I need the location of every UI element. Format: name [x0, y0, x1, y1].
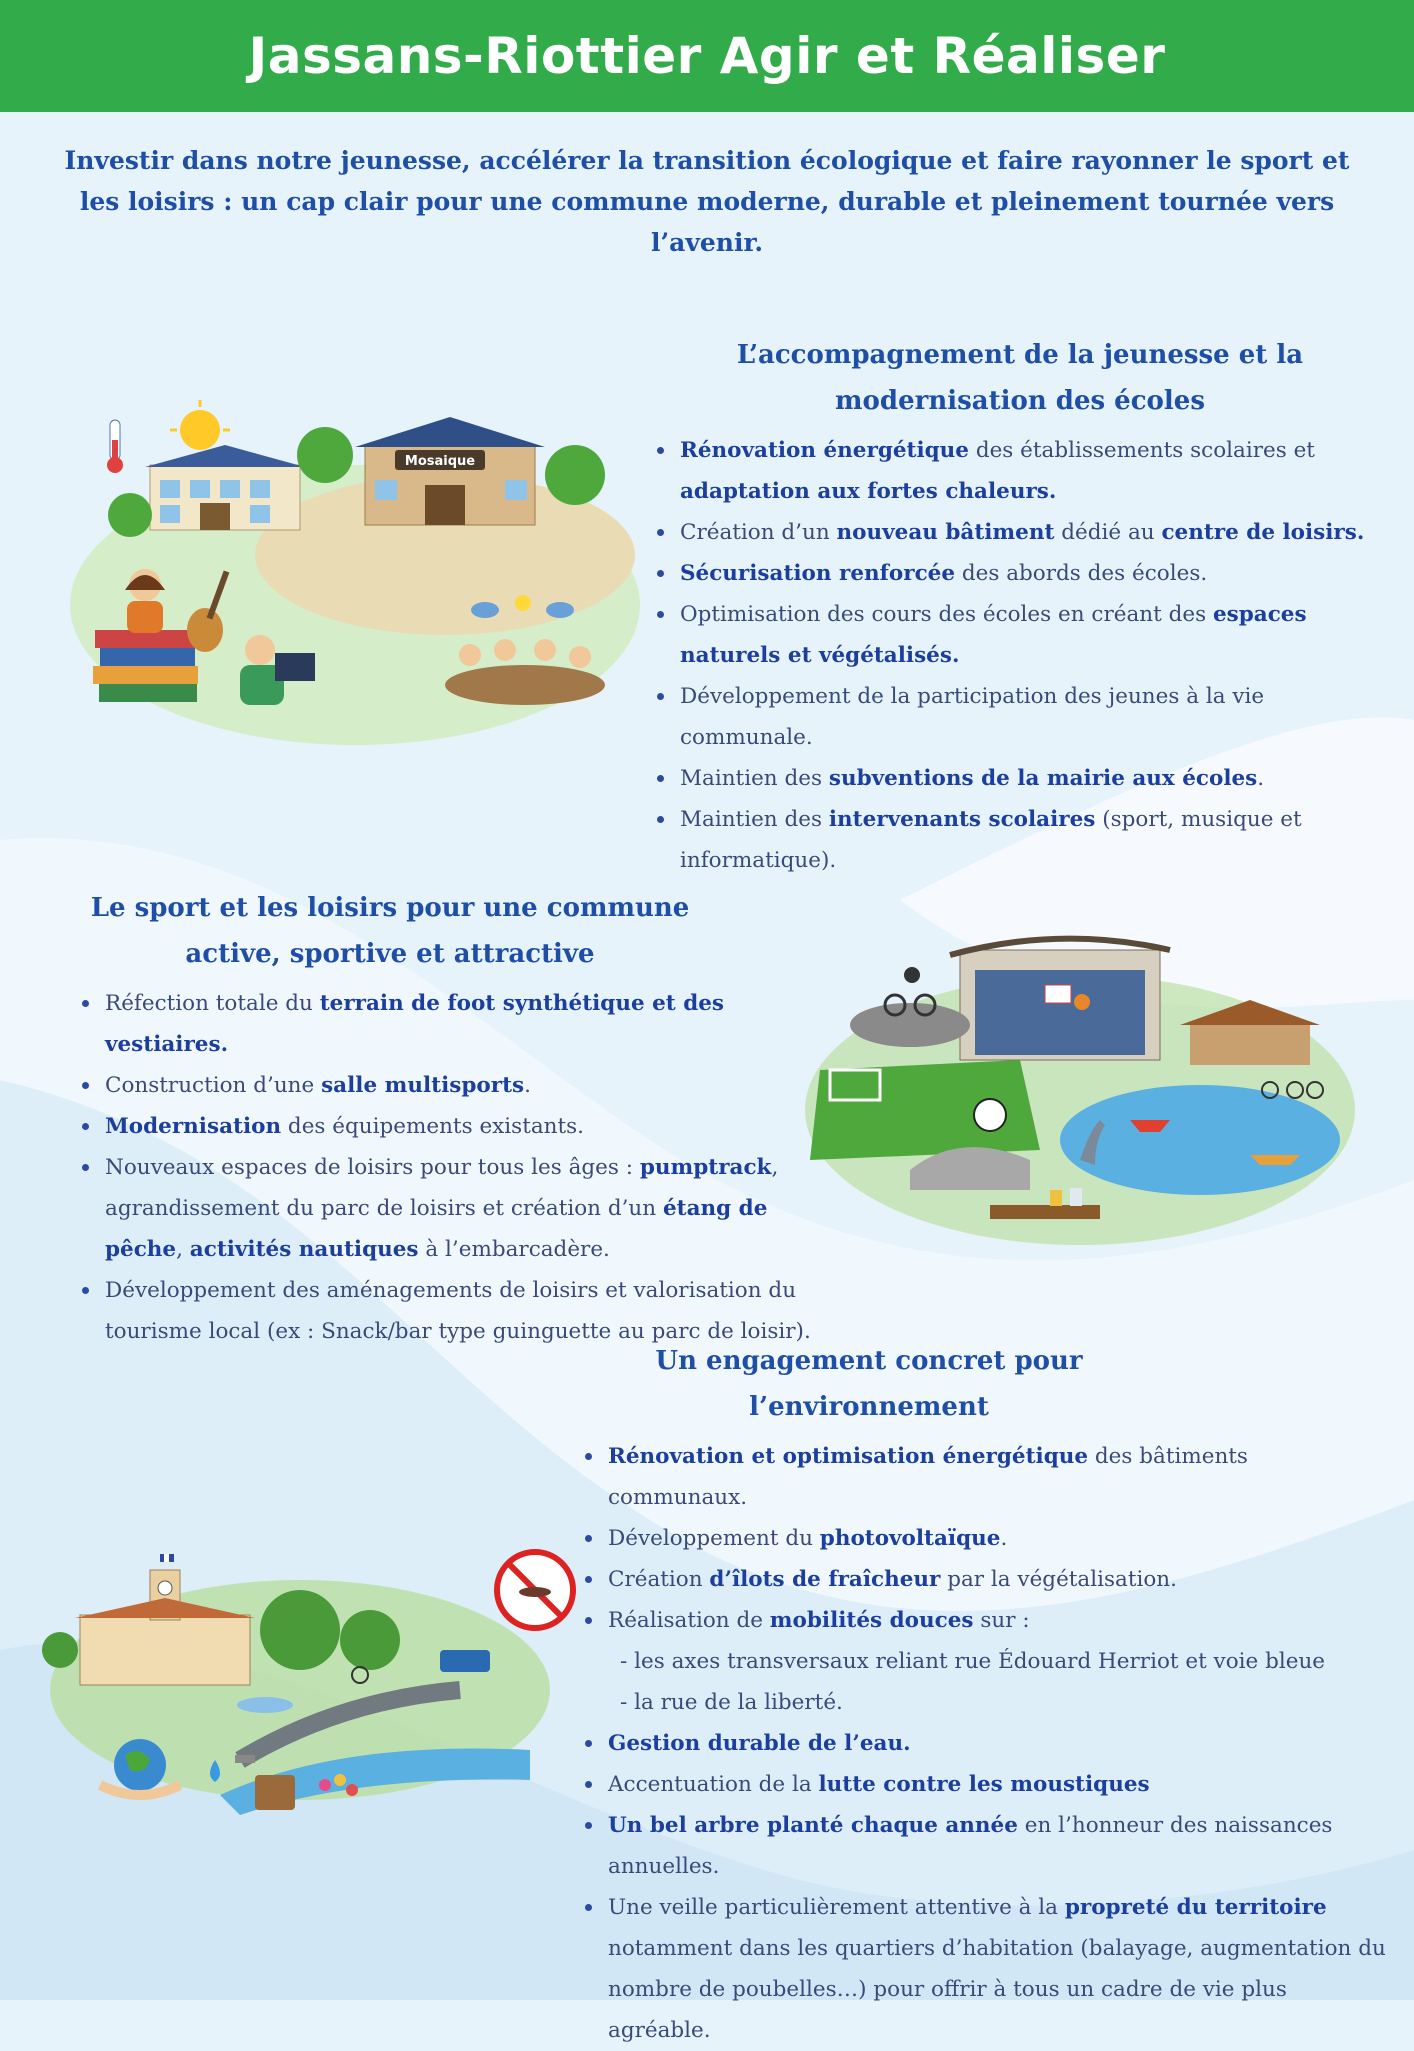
sub-list-item: [608, 1682, 1390, 1723]
environment-illustration: [40, 1540, 590, 1820]
text: .: [1000, 1526, 1008, 1551]
list-item: [608, 1436, 1390, 1518]
sport-leisure-illustration: [800, 930, 1360, 1250]
header-bar: [0, 0, 1414, 112]
list-item: [105, 983, 835, 1065]
rain-barrel-icon: [255, 1775, 295, 1810]
text: en l’honneur des naissances annuelles.: [608, 1813, 1333, 1879]
youth-schools-illustration: [55, 395, 640, 755]
text: Développement de la participation des jeunes à la vie communale.: [680, 684, 1265, 750]
list-item: [105, 1147, 835, 1270]
town-hall-icon: [75, 1554, 255, 1685]
bold-text: nouveau bâtiment: [836, 520, 1055, 545]
section-title: [578, 1338, 1390, 1430]
text: Création: [608, 1567, 710, 1592]
list-item: [680, 594, 1390, 676]
text: sur :: [973, 1608, 1030, 1633]
bold-text: espaces naturels et végétalisés.: [680, 602, 1307, 668]
books-stack-icon: [93, 630, 198, 702]
text: Maintien des: [680, 807, 829, 832]
text: à l’embarcadère.: [418, 1237, 610, 1262]
text: Une veille particulièrement attentive à la: [608, 1895, 1065, 1920]
list-item: [608, 1764, 1390, 1805]
section-title-line1: Le sport et les loisirs pour une commune: [90, 893, 690, 923]
list-item: [608, 1805, 1390, 1887]
bold-text: terrain de foot synthétique et des vestiaires.: [105, 991, 725, 1057]
football-pitch-icon: [810, 1060, 1040, 1160]
pond-icon: [1060, 1085, 1340, 1195]
list-item: [608, 1887, 1390, 2051]
text: par la végétalisation.: [940, 1567, 1177, 1592]
text: des équipements existants.: [281, 1114, 585, 1139]
bold-text: Un bel arbre planté chaque année: [608, 1813, 1018, 1838]
section-title: [650, 332, 1390, 424]
text: des abords des écoles.: [955, 561, 1208, 586]
school-building-icon: [145, 445, 305, 530]
text: Réfection totale du: [105, 991, 320, 1016]
section-title-line2: l’environnement: [749, 1392, 989, 1422]
bold-text: centre de loisirs.: [1161, 520, 1365, 545]
text: Développement du: [608, 1526, 820, 1551]
bold-text: Modernisation: [105, 1114, 282, 1139]
bold-text: activités nautiques: [189, 1237, 419, 1262]
text: des bâtiments communaux.: [608, 1444, 1248, 1510]
list-item: [680, 430, 1390, 512]
sub-list-item: [608, 1641, 1390, 1682]
section-sport-loisirs: [75, 885, 835, 1352]
list-item: [680, 553, 1390, 594]
bold-text: d’îlots de fraîcheur: [709, 1567, 941, 1592]
bullet-list: [75, 983, 835, 1352]
basketball-icon: [1074, 994, 1090, 1010]
bold-text: Rénovation énergétique: [680, 438, 969, 463]
list-item: [105, 1106, 835, 1147]
text: .: [524, 1073, 531, 1098]
text: .: [1257, 766, 1265, 791]
section-title: [75, 885, 835, 977]
text: Maintien des: [680, 766, 829, 791]
text: dédié au: [1054, 520, 1162, 545]
text: - la rue de la liberté.: [620, 1690, 843, 1715]
list-item: [608, 1559, 1390, 1600]
text: ,: [176, 1237, 190, 1262]
thermometer-icon: [107, 420, 123, 473]
bold-text: subventions de la mairie aux écoles: [828, 766, 1258, 791]
text: Réalisation de: [608, 1608, 770, 1633]
section-title-line2: active, sportive et attractive: [185, 939, 595, 969]
no-mosquito-icon: [497, 1552, 573, 1628]
bold-text: intervenants scolaires: [828, 807, 1096, 832]
section-environment: [578, 1338, 1390, 2051]
bold-text: pumptrack: [639, 1155, 772, 1180]
bus-icon: [440, 1650, 490, 1672]
bullet-list: [578, 1436, 1390, 2051]
bold-text: Sécurisation renforcée: [680, 561, 956, 586]
bold-text: photovoltaïque: [819, 1526, 1001, 1551]
text: Optimisation des cours des écoles en créant des: [680, 602, 1213, 627]
bold-text: étang de pêche: [105, 1196, 768, 1262]
intro-text: Investir dans notre jeunesse, accélérer la transition écologique et faire rayonner le sport et les loisirs : un cap clair pour une commune moderne, durable et pleinement tournée vers l’avenir.: [64, 146, 1350, 257]
list-item: [608, 1723, 1390, 1764]
bold-text: propreté du territoire: [1064, 1895, 1327, 1920]
multisport-hall-icon: [950, 939, 1170, 1060]
tap-icon: [235, 1755, 255, 1763]
list-item: [608, 1600, 1390, 1641]
page-title: Jassans-Riottier Agir et Réaliser: [248, 27, 1166, 85]
text: Création d’un: [680, 520, 837, 545]
bold-text: adaptation aux fortes chaleurs.: [680, 479, 1057, 504]
centre-de-loisirs-building-icon: [355, 417, 545, 525]
bold-text: salle multisports: [321, 1073, 525, 1098]
section-title-line1: L’accompagnement de la jeunesse et la: [736, 340, 1304, 370]
section-youth-schools: [650, 332, 1390, 881]
text: Accentuation de la: [608, 1772, 819, 1797]
section-title-line2: modernisation des écoles: [835, 386, 1205, 416]
section-title-line1: Un engagement concret pour: [655, 1346, 1083, 1376]
bold-text: Gestion durable de l’eau.: [608, 1731, 911, 1756]
text: Développement des aménagements de loisirs et valorisation du tourisme local (ex : Snack/bar type guinguette au parc de loisir).: [105, 1278, 811, 1344]
list-item: [608, 1518, 1390, 1559]
text: notamment dans les quartiers d’habitation (balayage, augmentation du nombre de poubelles…) pour offrir à tous un cadre de vie plus agréable.: [608, 1936, 1386, 2043]
list-item: [680, 512, 1390, 553]
list-item: [680, 799, 1390, 881]
text: des établissements scolaires et: [968, 438, 1315, 463]
list-item: [680, 676, 1390, 758]
bold-text: mobilités douces: [769, 1608, 974, 1633]
bold-text: Rénovation et optimisation énergétique: [608, 1444, 1089, 1469]
bullet-list: [650, 430, 1390, 881]
school-sign-label: Mosaique: [404, 454, 476, 469]
text: Nouveaux espaces de loisirs pour tous les âges :: [105, 1155, 640, 1180]
text: - les axes transversaux reliant rue Édouard Herriot et voie bleue: [620, 1649, 1326, 1674]
fountain-icon: [237, 1697, 293, 1713]
text: , agrandissement du parc de loisirs et création d’un: [105, 1155, 779, 1221]
bold-text: lutte contre les moustiques: [818, 1772, 1150, 1797]
list-item: [680, 758, 1390, 799]
list-item: [105, 1065, 835, 1106]
text: (sport, musique et informatique).: [680, 807, 1302, 873]
text: Construction d’une: [105, 1073, 322, 1098]
